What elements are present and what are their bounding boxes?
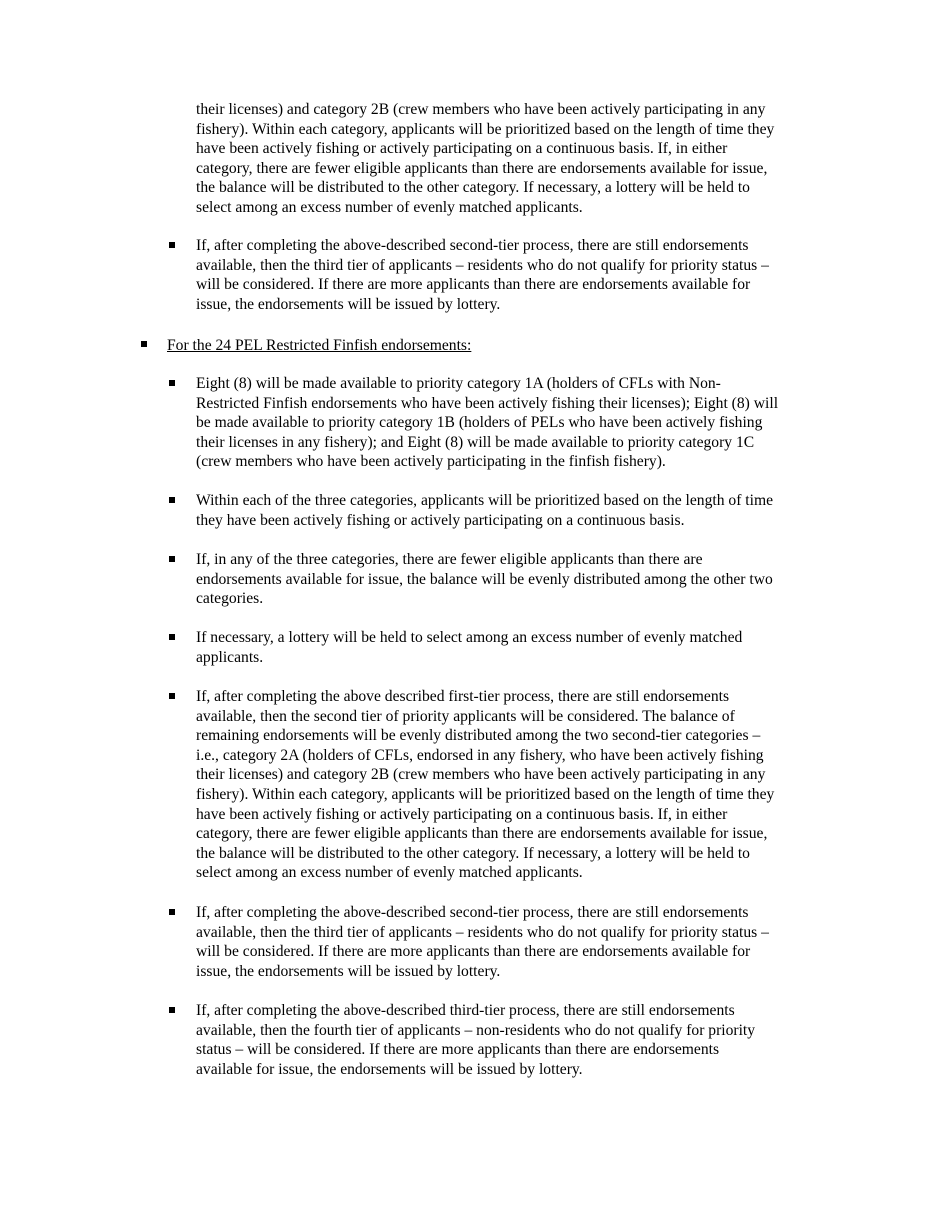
bullet-marker [141, 341, 147, 347]
list-item-lottery: If necessary, a lottery will be held to select among an excess number of evenly matched applicants. [196, 629, 743, 666]
list-item-second-tier: If, after completing the above described first-tier process, there are still endorsements available, then the second tier of priority applicants will be considered. The balance of remaining endorsements will be evenly distributed among the two second-tier categories – i.e., category 2A (holders of CFLs, endorsed in any fishery, who have been actively fishing their licenses) and category 2B (crew members who have been actively participating in any fishery). Within each category, applicants will be prioritized based on the length of time they have been actively fishing or actively participating on a continuous basis. If, in either category, there are fewer eligible applicants than there are endorsements available for issue, the balance will be distributed to the other category. If necessary, a lottery will be held to select among an excess number of evenly matched applicants. [196, 688, 775, 882]
bullet-marker [169, 909, 175, 915]
list-item-prioritization: Within each of the three categories, applicants will be prioritized based on the length of time they have been actively fishing or actively participating on a continuous basis. [196, 492, 774, 529]
bullet-marker [169, 242, 175, 248]
bullet-marker [169, 634, 175, 640]
list-item-third-tier: If, after completing the above-described second-tier process, there are still endorsements available, then the third tier of applicants – residents who do not qualify for priority status – will be considered. If there are more applicants than there are endorsements available for issue, the endorsements will be issued by lottery. [196, 904, 769, 980]
bullet-marker [169, 497, 175, 503]
section-heading: For the 24 PEL Restricted Finfish endorsements: [167, 337, 472, 354]
bullet-third-tier-first: If, after completing the above-described second-tier process, there are still endorsements available, then the third tier of applicants – residents who do not qualify for priority status – will be considered. If there are more applicants than there are endorsements available for issue, the endorsements will be issued by lottery. [196, 237, 769, 313]
continuation-paragraph: their licenses) and category 2B (crew members who have been actively participating in any fishery). Within each category, applicants will be prioritized based on the length of time they have been actively fishing or actively participating on a continuous basis. If, in either category, there are fewer eligible applicants than there are endorsements available for issue, the balance will be distributed to the other category. If necessary, a lottery will be held to select among an excess number of evenly matched applicants. [196, 101, 775, 216]
bullet-marker [169, 556, 175, 562]
list-item-fewer-applicants: If, in any of the three categories, there are fewer eligible applicants than there are endorsements available for issue, the balance will be evenly distributed among the other two categories. [196, 551, 773, 608]
list-item-fourth-tier: If, after completing the above-described third-tier process, there are still endorsements available, then the fourth tier of applicants – non-residents who do not qualify for priority status – will be considered. If there are more applicants than there are endorsements available for issue, the endorsements will be issued by lottery. [196, 1002, 756, 1078]
bullet-marker [169, 693, 175, 699]
list-item-1a-1b-1c: Eight (8) will be made available to priority category 1A (holders of CFLs with Non- Restricted Finfish endorsements who have been actively fishing their licenses); Eight (8) will be made available to priority category 1B (holders of PELs who have been actively fishing their licenses in any fishery); and Eight (8) will be made available to priority category 1C (crew members who have been actively participating in the finfish fishery). [196, 375, 779, 471]
bullet-marker [169, 380, 175, 386]
bullet-marker [169, 1007, 175, 1013]
